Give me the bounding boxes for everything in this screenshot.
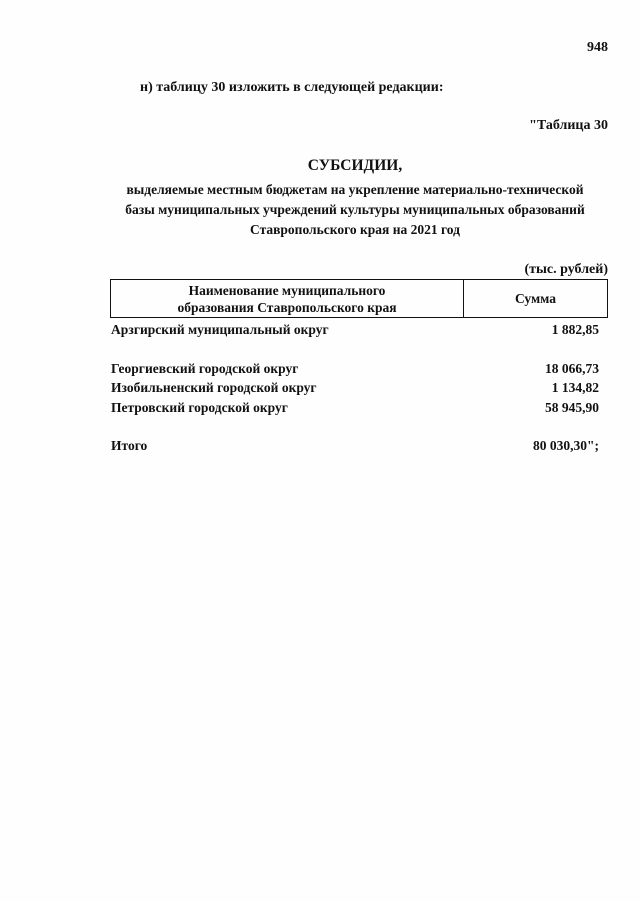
row-value: 58 945,90 bbox=[545, 400, 599, 415]
row-value: 18 066,73 bbox=[545, 361, 599, 376]
row-name: Георгиевский городской округ bbox=[111, 361, 299, 376]
row-value: 1 882,85 bbox=[551, 322, 599, 337]
total-value: 80 030,30"; bbox=[533, 438, 599, 453]
document-title: СУБСИДИИ, bbox=[307, 157, 403, 174]
table-header bbox=[110, 279, 608, 318]
row-name: Изобильненский городской округ bbox=[111, 380, 317, 395]
header-name-line-1: Наименование муниципального bbox=[188, 282, 386, 298]
subtitle-line-2: базы муниципальных учреждений культуры муниципальных образований bbox=[125, 202, 585, 217]
header-sum-cell bbox=[464, 280, 607, 317]
row-name: Петровский городской округ bbox=[111, 400, 288, 415]
units-label: (тыс. рублей) bbox=[524, 262, 608, 277]
page-number: 948 bbox=[587, 40, 608, 55]
header-name-cell bbox=[111, 280, 464, 317]
row-name: Арзгирский муниципальный округ bbox=[111, 322, 329, 337]
table-reference: "Таблица 30 bbox=[529, 118, 608, 133]
subtitle-line-3: Ставропольского края на 2021 год bbox=[250, 222, 460, 237]
subtitle-line-1: выделяемые местным бюджетам на укрепление материально-технической bbox=[126, 182, 584, 197]
header-sum-label: Сумма bbox=[514, 290, 557, 306]
row-value: 1 134,82 bbox=[551, 380, 599, 395]
total-label: Итого bbox=[111, 438, 148, 453]
intro-text: н) таблицу 30 изложить в следующей редакции: bbox=[140, 80, 444, 95]
header-name-line-2: образования Ставропольского края bbox=[177, 299, 397, 315]
